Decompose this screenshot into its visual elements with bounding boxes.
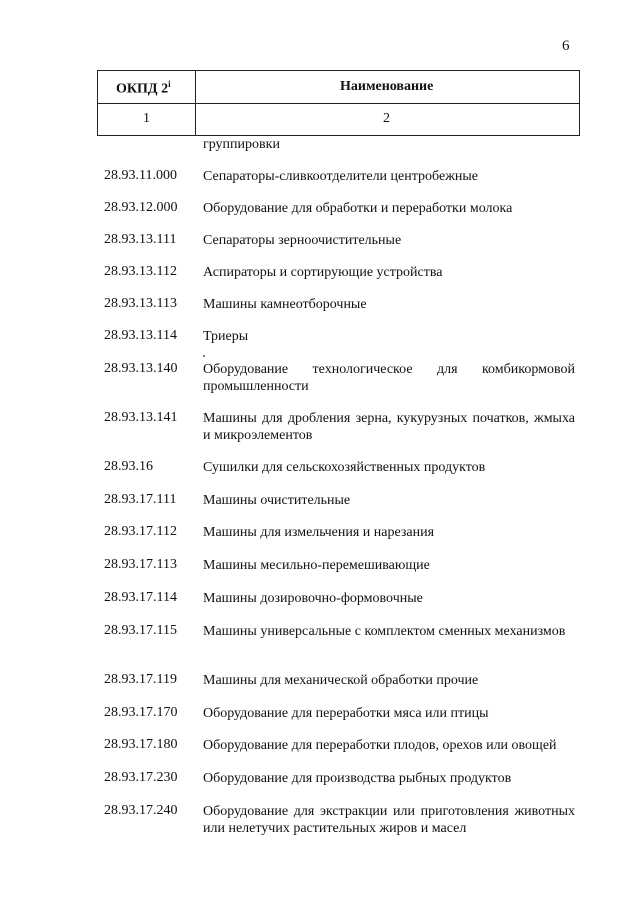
- row-15-code: 28.93.17.119: [104, 672, 177, 687]
- row-2-name: Оборудование для обработки и переработки молока: [203, 201, 513, 216]
- column-number-1: 1: [143, 111, 150, 126]
- row-4-code: 28.93.13.112: [104, 264, 177, 279]
- row-16-code: 28.93.17.170: [104, 705, 178, 720]
- header-name: Наименование: [340, 79, 434, 94]
- row-13-code: 28.93.17.114: [104, 590, 177, 605]
- row-9-code: 28.93.16: [104, 459, 153, 474]
- row-8-name: Машины для дробления зерна, кукурузных початков, жмыха и микроэлементов: [203, 411, 575, 443]
- row-10-code: 28.93.17.111: [104, 492, 177, 507]
- header-code-text: ОКПД 2: [116, 81, 169, 97]
- row-14-name: Машины универсальные с комплектом сменных механизмов: [203, 624, 566, 639]
- row-1-name: Сепараторы-сливкоотделители центробежные: [203, 169, 478, 184]
- column-number-2: 2: [383, 111, 390, 126]
- page-number: 6: [562, 38, 570, 54]
- row-6-name: Триеры: [203, 329, 249, 344]
- row-17-code: 28.93.17.180: [104, 737, 178, 752]
- row-5-name: Машины камнеотборочные: [203, 297, 367, 312]
- row-18-name: Оборудование для производства рыбных продуктов: [203, 771, 512, 786]
- row-18-code: 28.93.17.230: [104, 770, 178, 785]
- row-12-code: 28.93.17.113: [104, 557, 177, 572]
- header-code: [116, 79, 171, 98]
- header-bottom-border: [97, 103, 580, 104]
- row-13-name: Машины дозировочно-формовочные: [203, 591, 423, 606]
- table-right-border: [579, 70, 580, 135]
- table-top-border: [97, 70, 580, 71]
- table-left-border: [97, 70, 98, 135]
- row-8-code: 28.93.13.141: [104, 410, 178, 425]
- row-2-code: 28.93.12.000: [104, 200, 178, 215]
- row-16-name: Оборудование для переработки мяса или птицы: [203, 706, 489, 721]
- row-12-name: Машины месильно-перемешивающие: [203, 558, 430, 573]
- row-11-name: Машины для измельчения и нарезания: [203, 525, 435, 540]
- row-1-code: 28.93.11.000: [104, 168, 177, 183]
- row-10-name: Машины очистительные: [203, 493, 351, 508]
- row-19-name: Оборудование для экстракции или приготовления животных или нелетучих растительных жиров и масел: [203, 804, 575, 836]
- row-7-name: Оборудование технологическое для комбикормовой промышленности: [203, 362, 575, 394]
- row-19-code: 28.93.17.240: [104, 803, 178, 818]
- header-code-sup: i: [168, 79, 171, 89]
- row-11-code: 28.93.17.112: [104, 524, 177, 539]
- row-14-code: 28.93.17.115: [104, 623, 177, 638]
- row-3-code: 28.93.13.111: [104, 232, 177, 247]
- row-3-name: Сепараторы зерноочистительные: [203, 233, 402, 248]
- continuation-text: группировки: [203, 137, 280, 152]
- row-15-name: Машины для механической обработки прочие: [203, 673, 479, 688]
- row-5-code: 28.93.13.113: [104, 296, 177, 311]
- row-7-code: 28.93.13.140: [104, 361, 178, 376]
- row-9-name: Сушилки для сельскохозяйственных продуктов: [203, 460, 486, 475]
- row-6-code: 28.93.13.114: [104, 328, 177, 343]
- scan-speck: [203, 355, 205, 357]
- row-17-name: Оборудование для переработки плодов, орехов или овощей: [203, 738, 557, 753]
- column-divider: [195, 70, 196, 135]
- row-4-name: Аспираторы и сортирующие устройства: [203, 265, 443, 280]
